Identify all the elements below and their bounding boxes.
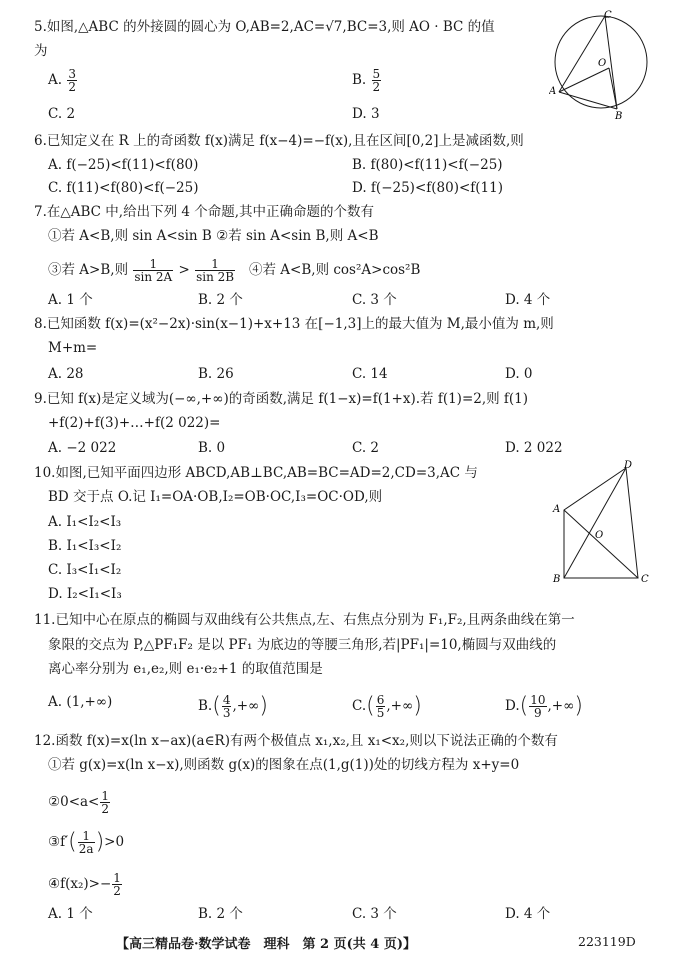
page-footer: 【高三精品卷·数学试卷 理科 第 2 页(共 4 页)】 xyxy=(116,937,417,952)
q11-option-c: C.( $\frac{6}{5}$ ,+∞) xyxy=(352,693,422,720)
q6-option-b: B. f(80)<f(11)<f(−25) xyxy=(352,157,503,173)
q12-statement-4: ④f(x₂)>− $\frac{1}{2}$ xyxy=(48,871,121,898)
q8-option-b: B. 26 xyxy=(198,366,234,382)
fraction: $\frac{6}{5}$ xyxy=(376,693,385,720)
q11-option-b: B.( $\frac{4}{3}$ ,+∞) xyxy=(198,693,268,720)
q7-stem: 7.在△ABC 中,给出下列 4 个命题,其中正确命题的个数有 xyxy=(34,204,375,220)
fig-label-o: O xyxy=(598,58,607,69)
q5-option-d: D. 3 xyxy=(352,106,380,122)
q10-option-a: A. I₁<I₂<I₃ xyxy=(48,514,122,530)
fig-label-a: A xyxy=(549,86,557,97)
q8-stem-cont: M+m= xyxy=(48,340,98,356)
q11-stem-cont-2: 离心率分别为 e₁,e₂,则 e₁·e₂+1 的取值范围是 xyxy=(48,661,323,677)
q7-statements-1-2: ①若 A<B,则 sin A<sin B ②若 sin A<sin B,则 A<B xyxy=(48,228,379,244)
q8-option-c: C. 14 xyxy=(352,366,388,382)
fig-label-o: O xyxy=(595,530,604,541)
fig-label-c: C xyxy=(604,10,612,21)
fraction: $\frac{5}{2}$ xyxy=(372,67,381,94)
q5-option-c: C. 2 xyxy=(48,106,76,122)
q5-option-a: A. $\frac{3}{2}$ xyxy=(48,67,76,94)
fraction: $\frac{1}{2}$ xyxy=(113,871,121,898)
q7-option-b: B. 2 个 xyxy=(198,292,243,308)
q10-option-b: B. I₁<I₃<I₂ xyxy=(48,538,122,554)
fig-label-b: B xyxy=(615,111,623,120)
q12-statement-2: ②0<a< $\frac{1}{2}$ xyxy=(48,789,110,816)
q11-option-a: A. (1,+∞) xyxy=(48,694,113,710)
q7-statements-3-4: ③若 A>B,则 $\frac{1}{\sin 2A}$ > $\frac{1}{\sin 2B}$ ④若 A<B,则 cos²A>cos²B xyxy=(48,257,421,284)
q12-statement-1: ①若 g(x)=x(ln x−x),则函数 g(x)的图象在点(1,g(1))处的切线方程为 x+y=0 xyxy=(48,757,520,773)
q5-circle-figure xyxy=(549,8,657,120)
q12-option-c: C. 3 个 xyxy=(352,906,397,922)
exam-code: 223119D xyxy=(578,934,636,949)
q6-option-d: D. f(−25)<f(80)<f(11) xyxy=(352,180,503,196)
q12-option-d: D. 4 个 xyxy=(505,906,551,922)
fraction: $\frac{1}{2a}$ xyxy=(78,829,94,856)
q8-option-d: D. 0 xyxy=(505,366,533,382)
q7-option-a: A. 1 个 xyxy=(48,292,93,308)
q6-stem: 6.已知定义在 R 上的奇函数 f(x)满足 f(x−4)=−f(x),且在区间[0,2]上是减函数,则 xyxy=(34,133,524,149)
q9-option-a: A. −2 022 xyxy=(48,440,117,456)
q6-option-c: C. f(11)<f(80)<f(−25) xyxy=(48,180,199,196)
q9-stem: 9.已知 f(x)是定义域为(−∞,+∞)的奇函数,满足 f(1−x)=f(1+x).若 f(1)=2,则 f(1) xyxy=(34,391,529,407)
q7-option-d: D. 4 个 xyxy=(505,292,551,308)
q12-option-b: B. 2 个 xyxy=(198,906,243,922)
q5-stem: 5.如图,△ABC 的外接圆的圆心为 O,AB=2,AC=√7,BC=3,则 AO · BC 的值 xyxy=(34,19,495,35)
q9-option-d: D. 2 022 xyxy=(505,440,563,456)
q10-stem: 10.如图,已知平面四边形 ABCD,AB⊥BC,AB=BC=AD=2,CD=3,AC 与 xyxy=(34,465,478,481)
q10-option-d: D. I₂<I₁<I₃ xyxy=(48,586,122,602)
fraction: $\frac{10}{9}$ xyxy=(530,693,546,720)
q7-option-c: C. 3 个 xyxy=(352,292,397,308)
fig-label-c: C xyxy=(641,574,649,585)
q9-stem-cont: +f(2)+f(3)+…+f(2 022)= xyxy=(48,415,221,431)
q8-option-a: A. 28 xyxy=(48,366,84,382)
q10-option-c: C. I₃<I₁<I₂ xyxy=(48,562,122,578)
q8-stem: 8.已知函数 f(x)=(x²−2x)·sin(x−1)+x+13 在[−1,3]上的最大值为 M,最小值为 m,则 xyxy=(34,316,554,332)
fraction: $\frac{4}{3}$ xyxy=(222,693,231,720)
q9-option-b: B. 0 xyxy=(198,440,226,456)
q10-quadrilateral-figure xyxy=(548,458,658,588)
q5-stem-cont: 为 xyxy=(34,43,48,59)
fig-label-d: D xyxy=(624,460,633,471)
q12-stem: 12.函数 f(x)=x(ln x−ax)(a∈R)有两个极值点 x₁,x₂,且 x₁<x₂,则以下说法正确的个数有 xyxy=(34,733,558,749)
fraction: $\frac{1}{2}$ xyxy=(101,789,110,816)
q11-option-d: D.( $\frac{10}{9}$ ,+∞) xyxy=(505,693,583,720)
fraction: $\frac{1}{\sin 2A}$ xyxy=(134,257,173,284)
q11-stem-cont-1: 象限的交点为 P,△PF₁F₂ 是以 PF₁ 为底边的等腰三角形,若|PF₁|=10,椭圆与双曲线的 xyxy=(48,637,557,653)
q5-option-b: B. $\frac{5}{2}$ xyxy=(352,67,381,94)
q6-option-a: A. f(−25)<f(11)<f(80) xyxy=(48,157,199,173)
q10-stem-cont: BD 交于点 O.记 I₁=OA·OB,I₂=OB·OC,I₃=OC·OD,则 xyxy=(48,489,383,505)
q12-option-a: A. 1 个 xyxy=(48,906,93,922)
fig-label-a: A xyxy=(553,504,561,515)
fraction: $\frac{1}{\sin 2B}$ xyxy=(196,257,235,284)
fraction: $\frac{3}{2}$ xyxy=(68,67,76,94)
q9-option-c: C. 2 xyxy=(352,440,380,456)
q11-stem: 11.已知中心在原点的椭圆与双曲线有公共焦点,左、右焦点分别为 F₁,F₂,且两条曲线在第一 xyxy=(34,612,575,628)
q12-statement-3: ③f′( $\frac{1}{2a}$ )>0 xyxy=(48,829,125,856)
fig-label-b: B xyxy=(553,574,561,585)
